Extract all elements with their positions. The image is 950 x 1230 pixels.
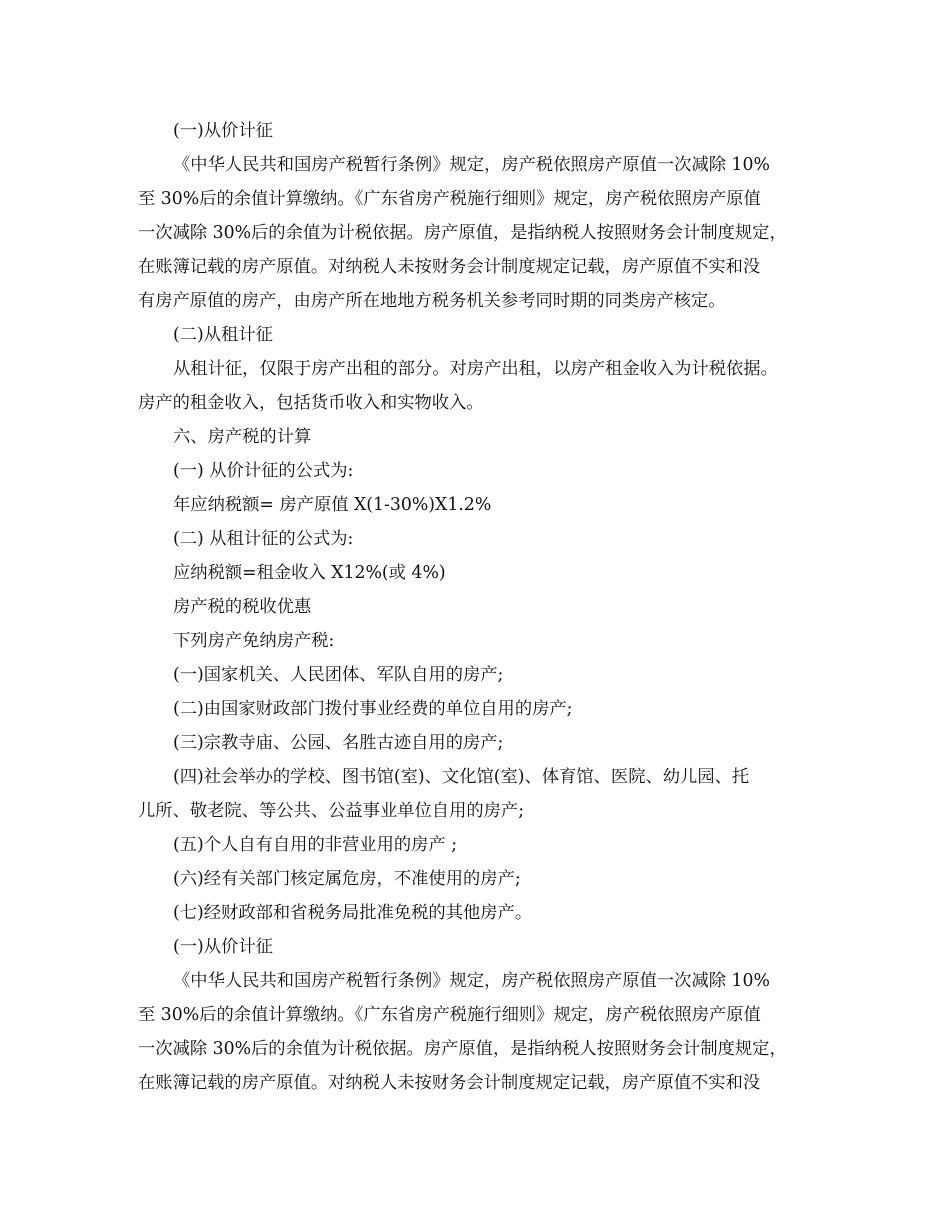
- text-line: (一)从价计征: [173, 937, 273, 957]
- text-line: 至 30%后的余值计算缴纳。《广东省房产税施行细则》规定，房产税依照房产原值: [138, 189, 761, 209]
- text-line: 在账簿记载的房产原值。对纳税人未按财务会计制度规定记载，房产原值不实和没: [138, 257, 761, 277]
- text-line: 从租计征，仅限于房产出租的部分。对房产出租，以房产租金收入为计税依据。: [173, 359, 778, 379]
- formula-line: 年应纳税额= 房产原值 X(1-30%)X1.2%: [173, 495, 492, 515]
- section-heading: 六、房产税的计算: [173, 427, 312, 447]
- list-item: (五)个人自有自用的非营业用的房产 ;: [173, 835, 458, 855]
- document-body: [138, 114, 828, 1100]
- text-line: (二) 从租计征的公式为:: [173, 529, 354, 549]
- list-item: (一)国家机关、人民团体、军队自用的房产;: [173, 665, 504, 685]
- text-line: (一) 从价计征的公式为:: [173, 461, 354, 481]
- text-line: 一次减除 30%后的余值为计税依据。房产原值，是指纳税人按照财务会计制度规定，: [138, 223, 787, 243]
- list-item-continuation: 儿所、敬老院、等公共、公益事业单位自用的房产;: [138, 801, 525, 821]
- list-item: (二)由国家财政部门拨付事业经费的单位自用的房产;: [173, 699, 573, 719]
- formula-line: 应纳税额=租金收入 X12%(或 4%): [173, 563, 446, 583]
- section-heading: 房产税的税收优惠: [173, 597, 312, 617]
- text-line: (一)从价计征: [173, 121, 273, 141]
- text-line: 一次减除 30%后的余值为计税依据。房产原值，是指纳税人按照财务会计制度规定，: [138, 1039, 787, 1059]
- text-line: (二)从租计征: [173, 325, 273, 345]
- text-line: 下列房产免纳房产税:: [173, 631, 335, 651]
- text-line: 房产的租金收入，包括货币收入和实物收入。: [138, 393, 484, 413]
- text-line: 《中华人民共和国房产税暂行条例》规定，房产税依照房产原值一次减除 10%: [173, 155, 770, 175]
- text-line: 《中华人民共和国房产税暂行条例》规定，房产税依照房产原值一次减除 10%: [173, 971, 770, 991]
- list-item: (七)经财政部和省税务局批准免税的其他房产。: [173, 903, 533, 923]
- list-item: (四)社会举办的学校、图书馆(室)、文化馆(室)、体育馆、医院、幼儿园、托: [173, 767, 750, 787]
- list-item: (六)经有关部门核定属危房，不准使用的房产;: [173, 869, 521, 889]
- list-item: (三)宗教寺庙、公园、名胜古迹自用的房产;: [173, 733, 504, 753]
- text-line: 至 30%后的余值计算缴纳。《广东省房产税施行细则》规定，房产税依照房产原值: [138, 1005, 761, 1025]
- text-line: 在账簿记载的房产原值。对纳税人未按财务会计制度规定记载，房产原值不实和没: [138, 1073, 761, 1093]
- text-line: 有房产原值的房产，由房产所在地地方税务机关参考同时期的同类房产核定。: [138, 291, 726, 311]
